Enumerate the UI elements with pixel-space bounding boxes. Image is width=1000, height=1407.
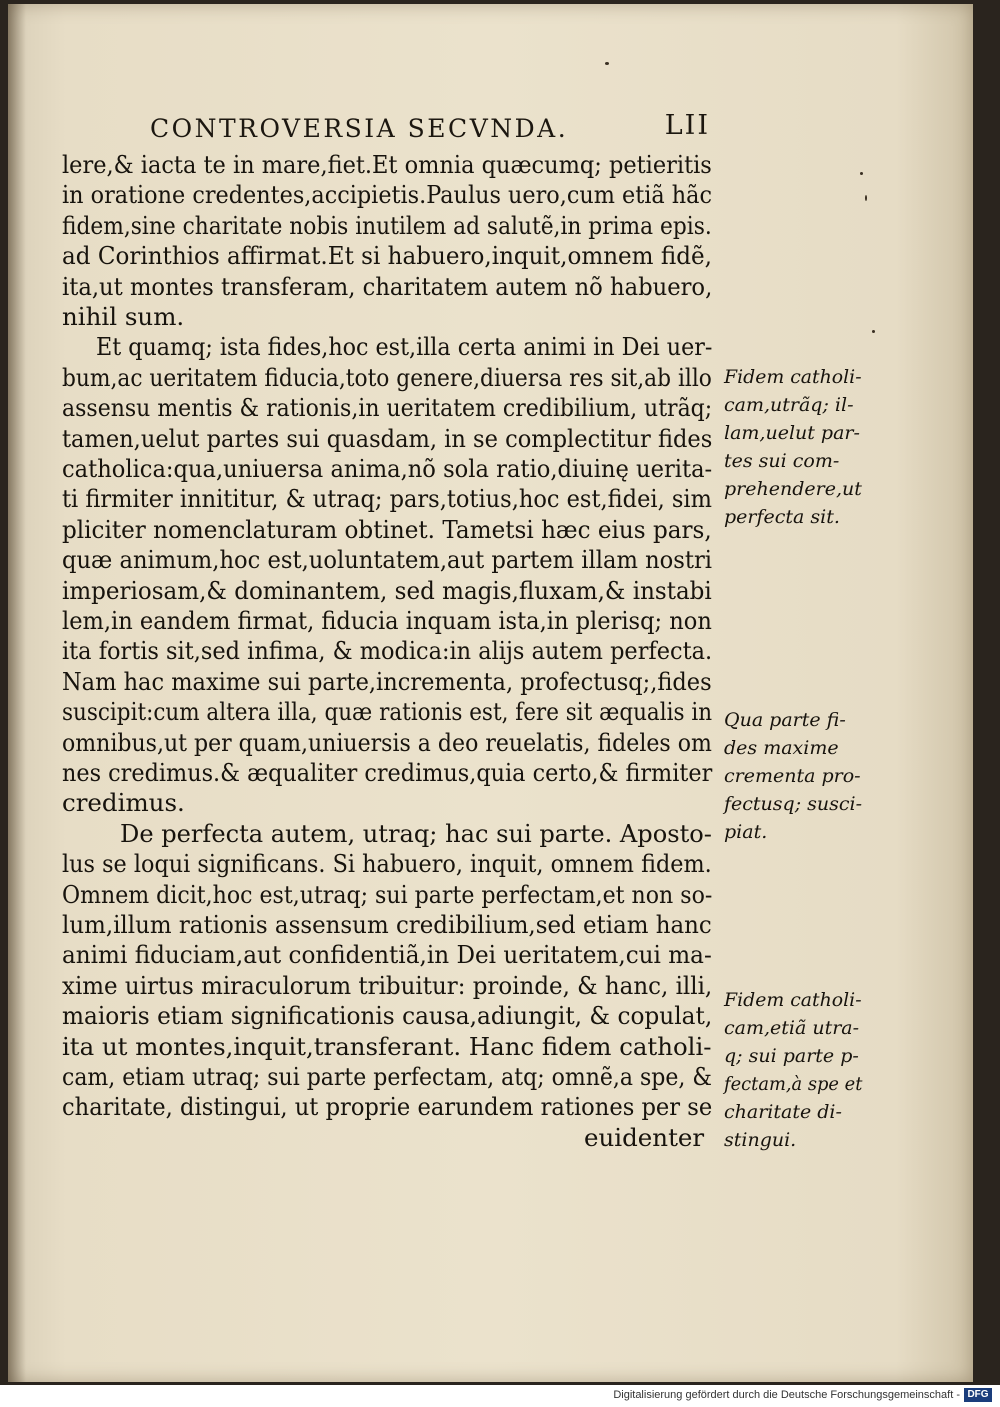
text-line: lere,& iacta te in mare,fiet.Et omnia quæcumq; petieritis: [62, 150, 712, 179]
ink-speck: [865, 195, 867, 201]
text-line: assensu mentis & rationis,in ueritatem credibilium, utrãq;: [62, 393, 713, 423]
main-text-block: [62, 150, 722, 1190]
spine-shadow: [8, 4, 26, 1382]
footer-bar: [0, 1385, 1000, 1407]
text-line: imperiosam,& dominantem, sed magis,fluxam,& instabi: [62, 575, 712, 605]
text-line: bum,ac ueritatem fiducia,toto genere,diuersa res sit,ab illo: [62, 362, 712, 392]
text-line: charitate, distingui, ut proprie earundem rationes per se: [62, 1092, 713, 1122]
running-head: [150, 110, 710, 146]
text-line: omnibus,ut per quam,uniuersis a deo reuelatis, fideles om: [62, 727, 712, 757]
text-line: xime uirtus miraculorum tribuitur: proinde, & hanc, illi,: [62, 970, 713, 1000]
text-line: suscipit:cum altera illa, quæ rationis est, fere sit æqualis in: [62, 697, 713, 727]
text-line: pliciter nomenclaturam obtinet. Tametsi hæc eius pars,: [62, 514, 712, 544]
text-line: nes credimus.& æqualiter credimus,quia certo,& firmiter: [62, 758, 713, 787]
text-line: lum,illum rationis assensum credibilium,sed etiam hanc: [62, 910, 712, 939]
text-line: in oratione credentes,accipietis.Paulus uero,cum etiã hãc: [62, 180, 712, 210]
text-line: ita fortis sit,sed infima, & modica:in alijs autem perfecta.: [62, 636, 713, 666]
margin-note-line: des maxime: [724, 737, 839, 759]
margin-note-line: Fidem catholi-: [724, 989, 862, 1011]
margin-note-line: stingui.: [724, 1129, 797, 1151]
margin-note-line: lam,uelut par-: [724, 422, 860, 444]
text-line: lus se loqui significans. Si habuero, inquit, omnem fidem.: [62, 849, 712, 879]
text-line: ti firmiter innititur, & utraq; pars,totius,hoc est,fidei, sim: [62, 484, 712, 514]
margin-note-line: prehendere,ut: [724, 478, 862, 500]
text-line: nihil sum.: [62, 302, 185, 331]
text-line: cam, etiam utraq; sui parte perfectam, atq; omnẽ,a spe, &: [62, 1062, 712, 1091]
text-line: tamen,uelut partes sui quasdam, in se complectitur fides: [62, 423, 713, 453]
margin-note-line: q; sui parte p-: [724, 1045, 859, 1067]
text-line: Nam hac maxime sui parte,incrementa, profectusq;,fides: [62, 666, 712, 696]
funding-credit: Digitalisierung gefördert durch die Deutsche Forschungsgemeinschaft -: [613, 1389, 960, 1401]
running-title: CONTROVERSIA SECVNDA.: [150, 114, 569, 143]
text-line: euidenter: [584, 1122, 705, 1152]
margin-note-line: crementa pro-: [724, 765, 861, 787]
text-line: quæ animum,hoc est,uoluntatem,aut partem illam nostri: [62, 545, 713, 575]
margin-note-line: Fidem catholi-: [724, 366, 862, 388]
margin-note-line: charitate di-: [724, 1101, 842, 1123]
text-line: ita ut montes,inquit,transferant. Hanc fidem catholi-: [62, 1031, 712, 1061]
text-line: maioris etiam significationis causa,adiungit, & copulat,: [62, 1001, 713, 1031]
text-line: catholica:qua,uniuersa anima,nõ sola ratio,diuinę uerita-: [62, 454, 713, 483]
dfg-logo: DFG: [964, 1388, 992, 1402]
text-line: ita,ut montes transferam, charitatem autem nõ habuero,: [62, 271, 713, 301]
margin-note-line: fectam,à spe et: [724, 1073, 863, 1095]
margin-note-line: tes sui com-: [724, 450, 840, 472]
margin-note-line: piat.: [724, 821, 768, 843]
text-line: De perfecta autem, utraq; hac sui parte. Aposto-: [120, 818, 712, 848]
text-line: ad Corinthios affirmat.Et si habuero,inquit,omnem fidẽ,: [62, 241, 712, 271]
ink-speck: [605, 62, 609, 65]
text-line: Omnem dicit,hoc est,utraq; sui parte perfectam,et non so-: [62, 879, 713, 909]
text-line: animi fiduciam,aut confidentiã,in Dei ueritatem,cui ma-: [62, 940, 712, 970]
margin-note-line: Qua parte fi-: [724, 709, 846, 731]
text-line: credimus.: [62, 788, 185, 818]
margin-note-line: cam,utrãq; il-: [724, 394, 854, 416]
ink-speck: [872, 330, 875, 333]
text-line: lem,in eandem firmat, fiducia inquam ista,in plerisq; non: [62, 606, 712, 635]
text-line: fidem,sine charitate nobis inutilem ad salutẽ,in prima epis.: [62, 210, 712, 240]
folio-number: LII: [664, 110, 710, 141]
ink-speck: [860, 172, 863, 175]
text-line: Et quamq; ista fides,hoc est,illa certa animi in Dei uer-: [96, 332, 713, 362]
margin-note-line: cam,etiã utra-: [724, 1017, 860, 1039]
margin-note-line: perfecta sit.: [724, 506, 840, 528]
margin-note-line: fectusq; susci-: [724, 793, 863, 815]
